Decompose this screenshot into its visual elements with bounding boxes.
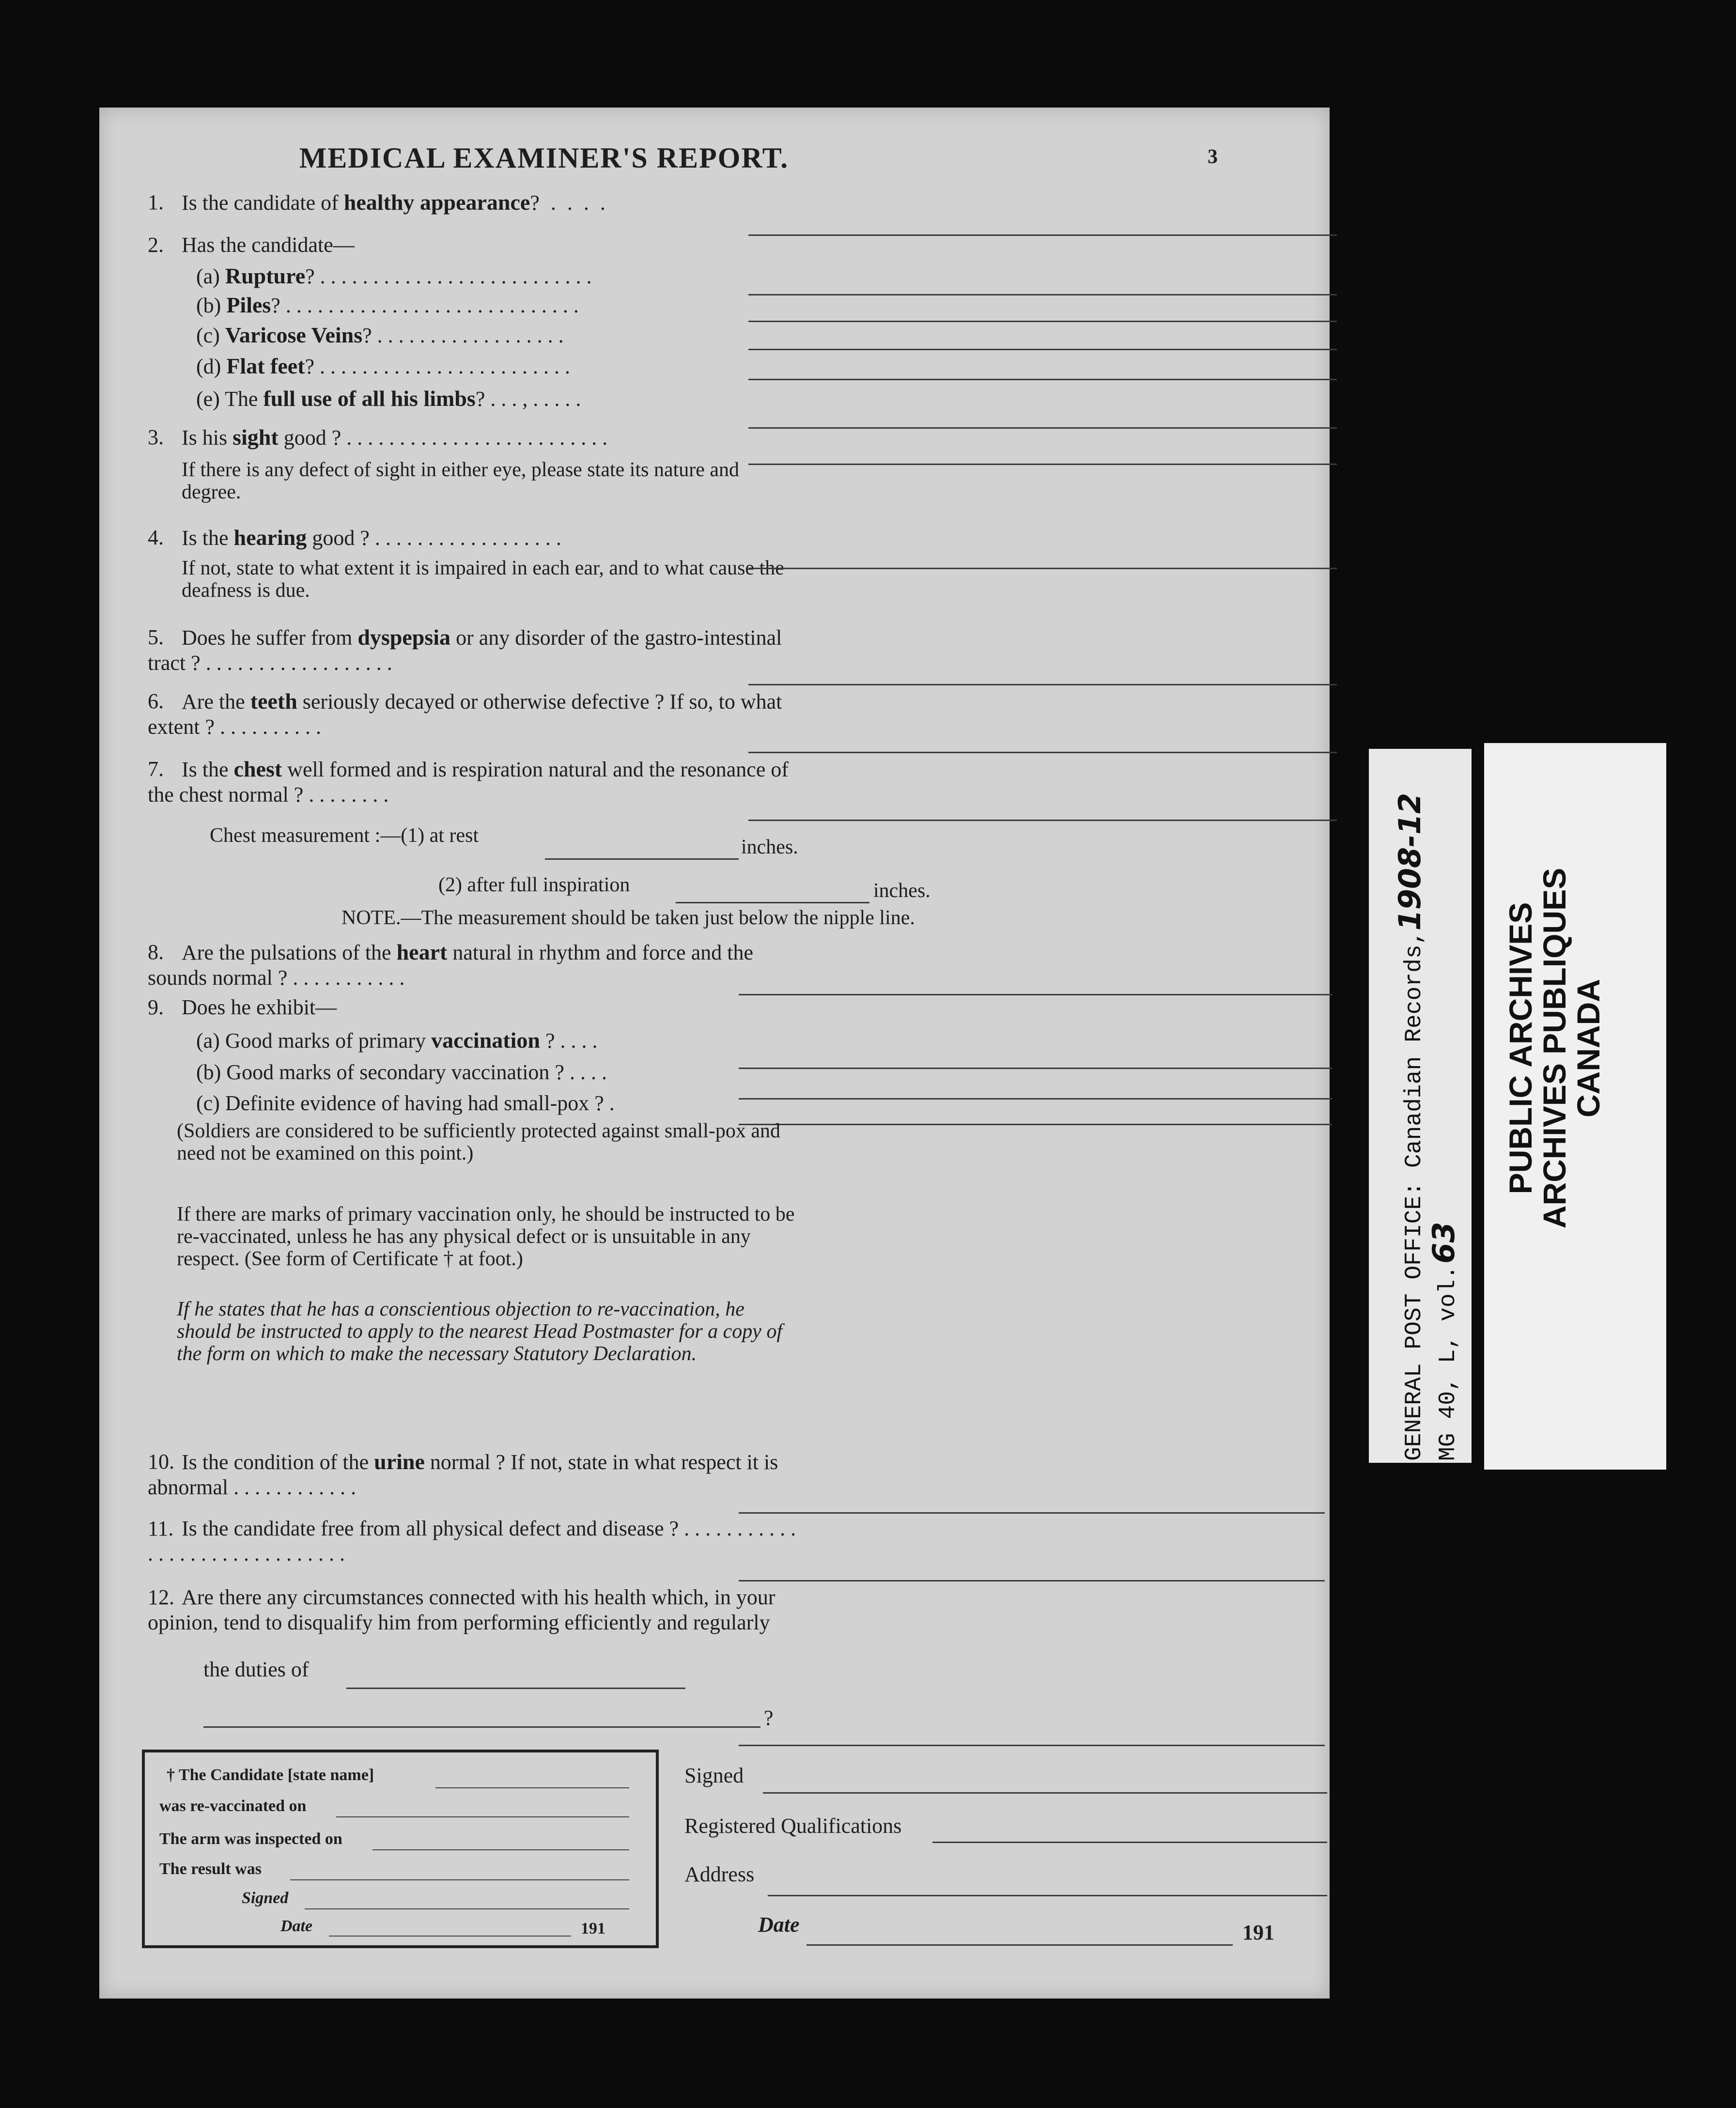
question-leader: ? . . . . <box>530 191 608 215</box>
form-sheet <box>99 108 1330 1999</box>
answer-line-2d[interactable] <box>748 379 1337 380</box>
question-text: Has the candidate— <box>182 233 355 257</box>
objection-note: If he states that he has a conscientious objection to re-vaccination, he should be instructed to apply to the nearest Head Postmaster for a copy of the form on which to make the necessary Statutory Declaration. <box>177 1298 783 1365</box>
question-keyword: hearing <box>233 525 307 550</box>
question-keyword: urine <box>374 1449 425 1474</box>
archives-stamp-tab <box>1484 743 1666 1470</box>
question-keyword: Flat feet <box>226 354 305 378</box>
signed-label: Signed <box>684 1764 744 1787</box>
question-leader: natural in rhythm and force and the sounds normal ? . . . . . . . . . . . <box>148 941 753 990</box>
question-2 <box>148 232 797 258</box>
answer-line-6[interactable] <box>748 752 1337 753</box>
certificate-arm-field[interactable] <box>372 1849 629 1850</box>
question-number: 4. <box>148 526 164 549</box>
question-2c <box>196 323 564 348</box>
duties-field[interactable] <box>346 1688 685 1689</box>
chest-inspiration-field[interactable] <box>676 902 869 903</box>
date-field[interactable] <box>806 1944 1233 1946</box>
sub-label: (b) <box>196 294 227 317</box>
soldiers-note: (Soldiers are considered to be sufficiently protected against small-pox and need not be examined on this point.) <box>177 1120 781 1164</box>
signed-field[interactable] <box>763 1792 1327 1794</box>
archive-volume-label: MG 40, L, vol. <box>1435 1265 1461 1461</box>
certificate-arm-label: The arm was inspected on <box>159 1830 342 1848</box>
archive-years: 1908-12 <box>1392 792 1427 931</box>
page-title: MEDICAL EXAMINER'S REPORT. <box>299 142 789 174</box>
answer-line-11[interactable] <box>739 1580 1325 1581</box>
question-text: Is the <box>182 758 234 781</box>
answer-line-2e[interactable] <box>748 427 1337 429</box>
question-number: 9. <box>148 995 164 1019</box>
question-9 <box>148 995 797 1020</box>
question-leader: good ? . . . . . . . . . . . . . . . . . . . . . . . . . <box>278 426 608 450</box>
sub-label: (c) <box>196 324 225 347</box>
question-4 <box>148 525 797 551</box>
certificate-revaccinated-label: was re-vaccinated on <box>159 1797 307 1815</box>
question-keyword: full use of all his limbs <box>263 386 476 411</box>
archive-reference-tab <box>1369 749 1472 1463</box>
primary-vaccination-note: If there are marks of primary vaccination only, he should be instructed to be re-vaccinated, unless he has any physical defect or is unsuitable in any respect. (See form of Certificate † at foot.) <box>177 1203 795 1270</box>
question-number: 8. <box>148 940 164 964</box>
question-leader: seriously decayed or otherwise defective ? If so, to what extent ? . . . . . . . . . . <box>148 690 782 739</box>
question-11 <box>148 1516 797 1566</box>
question-leader: ? . . . . . . . . . . . . . . . . . . <box>362 324 564 347</box>
answer-line-12[interactable] <box>739 1745 1325 1746</box>
answer-line-8[interactable] <box>739 994 1332 995</box>
answer-line-9b[interactable] <box>739 1098 1332 1100</box>
archives-stamp <box>1504 806 1605 1290</box>
archive-line-1 <box>1392 793 1427 1461</box>
answer-line-7[interactable] <box>748 820 1337 821</box>
answer-line-1[interactable] <box>748 234 1337 236</box>
question-leader: ? . . . , . . . . . <box>475 387 581 411</box>
archive-volume-number: 63 <box>1426 1222 1461 1264</box>
question-9a <box>196 1028 598 1054</box>
address-field[interactable] <box>768 1895 1327 1896</box>
question-8 <box>148 940 797 991</box>
question-text: Is the candidate of <box>182 191 344 215</box>
question-keyword: heart <box>396 940 448 964</box>
certificate-date-label: Date <box>280 1917 313 1935</box>
question-2b <box>196 293 579 318</box>
question-1 <box>148 190 797 216</box>
certificate-date-field[interactable] <box>329 1936 571 1937</box>
question-number: 7. <box>148 757 164 781</box>
question-number: 11. <box>148 1517 174 1540</box>
question-leader: good ? . . . . . . . . . . . . . . . . . . <box>307 526 561 550</box>
question-leader: ? . . . . . . . . . . . . . . . . . . . . . . . . <box>305 355 571 378</box>
certificate-result-field[interactable] <box>290 1879 629 1880</box>
question-number: 3. <box>148 425 164 449</box>
date-label: Date <box>758 1913 800 1937</box>
sub-label: (a) <box>196 264 225 288</box>
question-keyword: dyspepsia <box>357 625 451 650</box>
question-9c: (c) Definite evidence of having had small-pox ? . <box>196 1091 615 1115</box>
answer-line-5[interactable] <box>748 684 1337 685</box>
question-number: 2. <box>148 233 164 257</box>
question-text: Is the condition of the <box>182 1450 374 1474</box>
question-text: Does he exhibit— <box>182 995 337 1019</box>
question-number: 10. <box>148 1450 174 1473</box>
stamp-line-3: CANADA <box>1570 979 1606 1117</box>
certificate-revaccinated-field[interactable] <box>336 1816 629 1817</box>
answer-line-10[interactable] <box>739 1512 1325 1514</box>
answer-line-2b[interactable] <box>748 321 1337 322</box>
answer-line-2a[interactable] <box>748 294 1337 295</box>
question-keyword: chest <box>233 757 282 781</box>
certificate-signed-label: Signed <box>242 1889 289 1907</box>
question-3-note: If there is any defect of sight in either eye, please state its nature and degree. <box>182 459 740 503</box>
date-year: 191 <box>1242 1921 1274 1944</box>
certificate-candidate-label: † The Candidate [state name] <box>167 1766 374 1784</box>
question-12 <box>148 1585 797 1635</box>
archive-record-label: GENERAL POST OFFICE: Canadian Records, <box>1401 930 1427 1461</box>
question-number: 1. <box>148 190 164 214</box>
question-number: 6. <box>148 689 164 713</box>
sub-label: (d) <box>196 355 227 378</box>
question-keyword: Rupture <box>225 264 306 288</box>
chest-inspiration-unit: inches. <box>873 880 930 902</box>
question-keyword: Piles <box>226 293 271 317</box>
question-leader: well formed and is respiration natural and the resonance of the chest normal ? . . . . . . . . <box>148 758 789 806</box>
sub-label: (e) The <box>196 387 264 411</box>
question-3 <box>148 425 797 450</box>
page-number: 3 <box>1208 146 1218 168</box>
archive-line-2 <box>1426 1222 1461 1461</box>
question-leader: ? . . . . <box>540 1029 598 1053</box>
chest-inspiration-label: (2) after full inspiration <box>438 874 630 896</box>
duties-label: the duties of <box>203 1658 309 1681</box>
question-10 <box>148 1449 797 1500</box>
question-keyword: Varicose Veins <box>225 323 363 347</box>
certificate-result-label: The result was <box>159 1860 262 1878</box>
question-text: Are the <box>182 690 250 713</box>
stamp-line-1: PUBLIC ARCHIVES <box>1503 902 1538 1194</box>
certificate-signed-field[interactable] <box>305 1908 629 1909</box>
question-keyword: vaccination <box>431 1028 540 1053</box>
question-9b: (b) Good marks of secondary vaccination ? . . . . <box>196 1060 607 1084</box>
question-2d <box>196 354 570 379</box>
question-keyword: teeth <box>250 689 297 713</box>
question-text: Is his <box>182 426 233 450</box>
question-text: Is the <box>182 526 234 550</box>
address-label: Address <box>684 1862 755 1886</box>
chest-rest-field[interactable] <box>545 858 739 860</box>
question-5 <box>148 625 797 676</box>
question-text: Are the pulsations of the <box>182 941 397 964</box>
question-6 <box>148 689 797 740</box>
duties-field-2[interactable] <box>203 1726 760 1728</box>
question-leader: ? . . . . . . . . . . . . . . . . . . . . . . . . . . . . <box>271 294 579 317</box>
question-7 <box>148 757 797 807</box>
qualifications-field[interactable] <box>932 1842 1327 1843</box>
answer-line-2c[interactable] <box>748 349 1337 350</box>
question-text: (a) Good marks of primary <box>196 1029 432 1053</box>
answer-line-4[interactable] <box>748 568 1337 569</box>
question-keyword: healthy appearance <box>343 190 530 215</box>
question-leader: ? . . . . . . . . . . . . . . . . . . . . . . . . . . <box>305 264 592 288</box>
question-leader: normal ? If not, state in what respect it is abnormal . . . . . . . . . . . . <box>148 1450 778 1499</box>
chest-rest-unit: inches. <box>741 836 798 858</box>
revaccination-certificate <box>142 1750 659 1948</box>
certificate-year: 191 <box>581 1920 605 1938</box>
question-number: 12. <box>148 1585 174 1609</box>
question-leader: or any disorder of the gastro-intestinal tract ? . . . . . . . . . . . . . . . . . . <box>148 626 782 675</box>
question-keyword: sight <box>232 425 279 450</box>
qualifications-label: Registered Qualifications <box>684 1814 902 1838</box>
question-text: Are there any circumstances connected with his health which, in your opinion, tend to disqualify him from performing efficiently and regularly <box>148 1585 775 1634</box>
question-text: Is the candidate free from all physical defect and disease ? . . . . . . . . . . . . . . . . . . . . . . . . . . . . . . <box>148 1517 796 1566</box>
duties-question-mark: ? <box>764 1706 774 1730</box>
question-4-note: If not, state to what extent it is impaired in each ear, and to what cause the deafness is due. <box>182 557 784 602</box>
question-text: Does he suffer from <box>182 626 358 650</box>
question-2e <box>196 386 581 412</box>
answer-line-9a[interactable] <box>739 1068 1332 1069</box>
question-number: 5. <box>148 625 164 649</box>
chest-rest-label: Chest measurement :—(1) at rest <box>210 824 479 847</box>
stamp-line-2: ARCHIVES PUBLIQUES <box>1536 868 1572 1229</box>
question-2a <box>196 264 592 289</box>
certificate-candidate-field[interactable] <box>435 1787 629 1788</box>
chest-note: NOTE.—The measurement should be taken just below the nipple line. <box>341 907 915 929</box>
answer-line-3[interactable] <box>748 464 1337 465</box>
answer-line-9c[interactable] <box>739 1124 1332 1125</box>
